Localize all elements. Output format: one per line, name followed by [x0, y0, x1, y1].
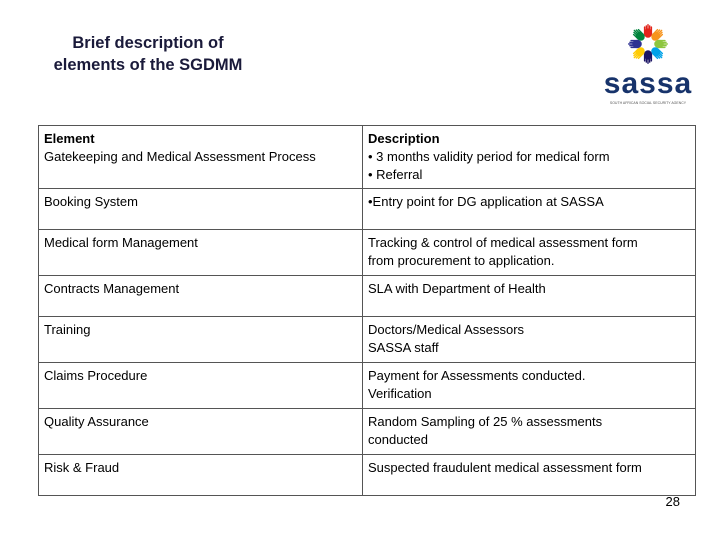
table-cell-description [363, 230, 696, 276]
description-line: Payment for Assessments conducted. [368, 368, 586, 383]
column-header-element: Element [44, 131, 95, 146]
table-row [39, 276, 696, 317]
table-row [39, 230, 696, 276]
element-name: Claims Procedure [39, 363, 363, 409]
table-row [39, 455, 696, 496]
table-row [39, 409, 696, 455]
table-cell-description [363, 317, 696, 363]
table-cell-description [363, 189, 696, 230]
slide-title [30, 32, 266, 76]
column-header-description: Description [368, 131, 440, 146]
sassa-logo [598, 18, 698, 110]
description-line: • 3 months validity period for medical form [368, 149, 610, 164]
element-name: Contracts Management [39, 276, 363, 317]
description-line: from procurement to application. [368, 253, 555, 268]
table-row [39, 363, 696, 409]
table-cell-description [363, 455, 696, 496]
element-name: Quality Assurance [39, 409, 363, 455]
hands-emblem-icon [598, 18, 698, 68]
description-line: Doctors/Medical Assessors [368, 322, 525, 337]
logo-wordmark: sassa [603, 67, 693, 100]
description-line: SASSA staff [368, 340, 439, 355]
element-name: Medical form Management [39, 230, 363, 276]
element-name: Booking System [39, 189, 363, 230]
slide-title-line-2: elements of the SGDMM [53, 56, 243, 74]
description-line: Verification [368, 386, 432, 401]
table-cell-description [363, 363, 696, 409]
description-line: Random Sampling of 25 % assessments [368, 414, 603, 429]
description-line: Tracking & control of medical assessment form [368, 235, 638, 250]
description-line: •Entry point for DG application at SASSA [368, 194, 604, 209]
description-line: • Referral [368, 167, 423, 182]
description-line: conducted [368, 432, 428, 447]
element-name: Risk & Fraud [39, 455, 363, 496]
description-line: Suspected fraudulent medical assessment form [368, 460, 642, 475]
elements-table [38, 125, 696, 496]
table-row [39, 189, 696, 230]
table-row [39, 126, 696, 189]
element-name: Gatekeeping and Medical Assessment Process [44, 149, 316, 164]
description-line: SLA with Department of Health [368, 281, 546, 296]
table-cell-description [363, 276, 696, 317]
logo-tagline: SOUTH AFRICAN SOCIAL SECURITY AGENCY [609, 101, 687, 105]
table-cell-description [363, 409, 696, 455]
element-name: Training [39, 317, 363, 363]
slide-title-line-1: Brief description of [72, 34, 224, 52]
table-row [39, 317, 696, 363]
table-cell-description [363, 126, 696, 189]
table-cell-element [39, 126, 363, 189]
page-number: 28 [665, 494, 680, 509]
